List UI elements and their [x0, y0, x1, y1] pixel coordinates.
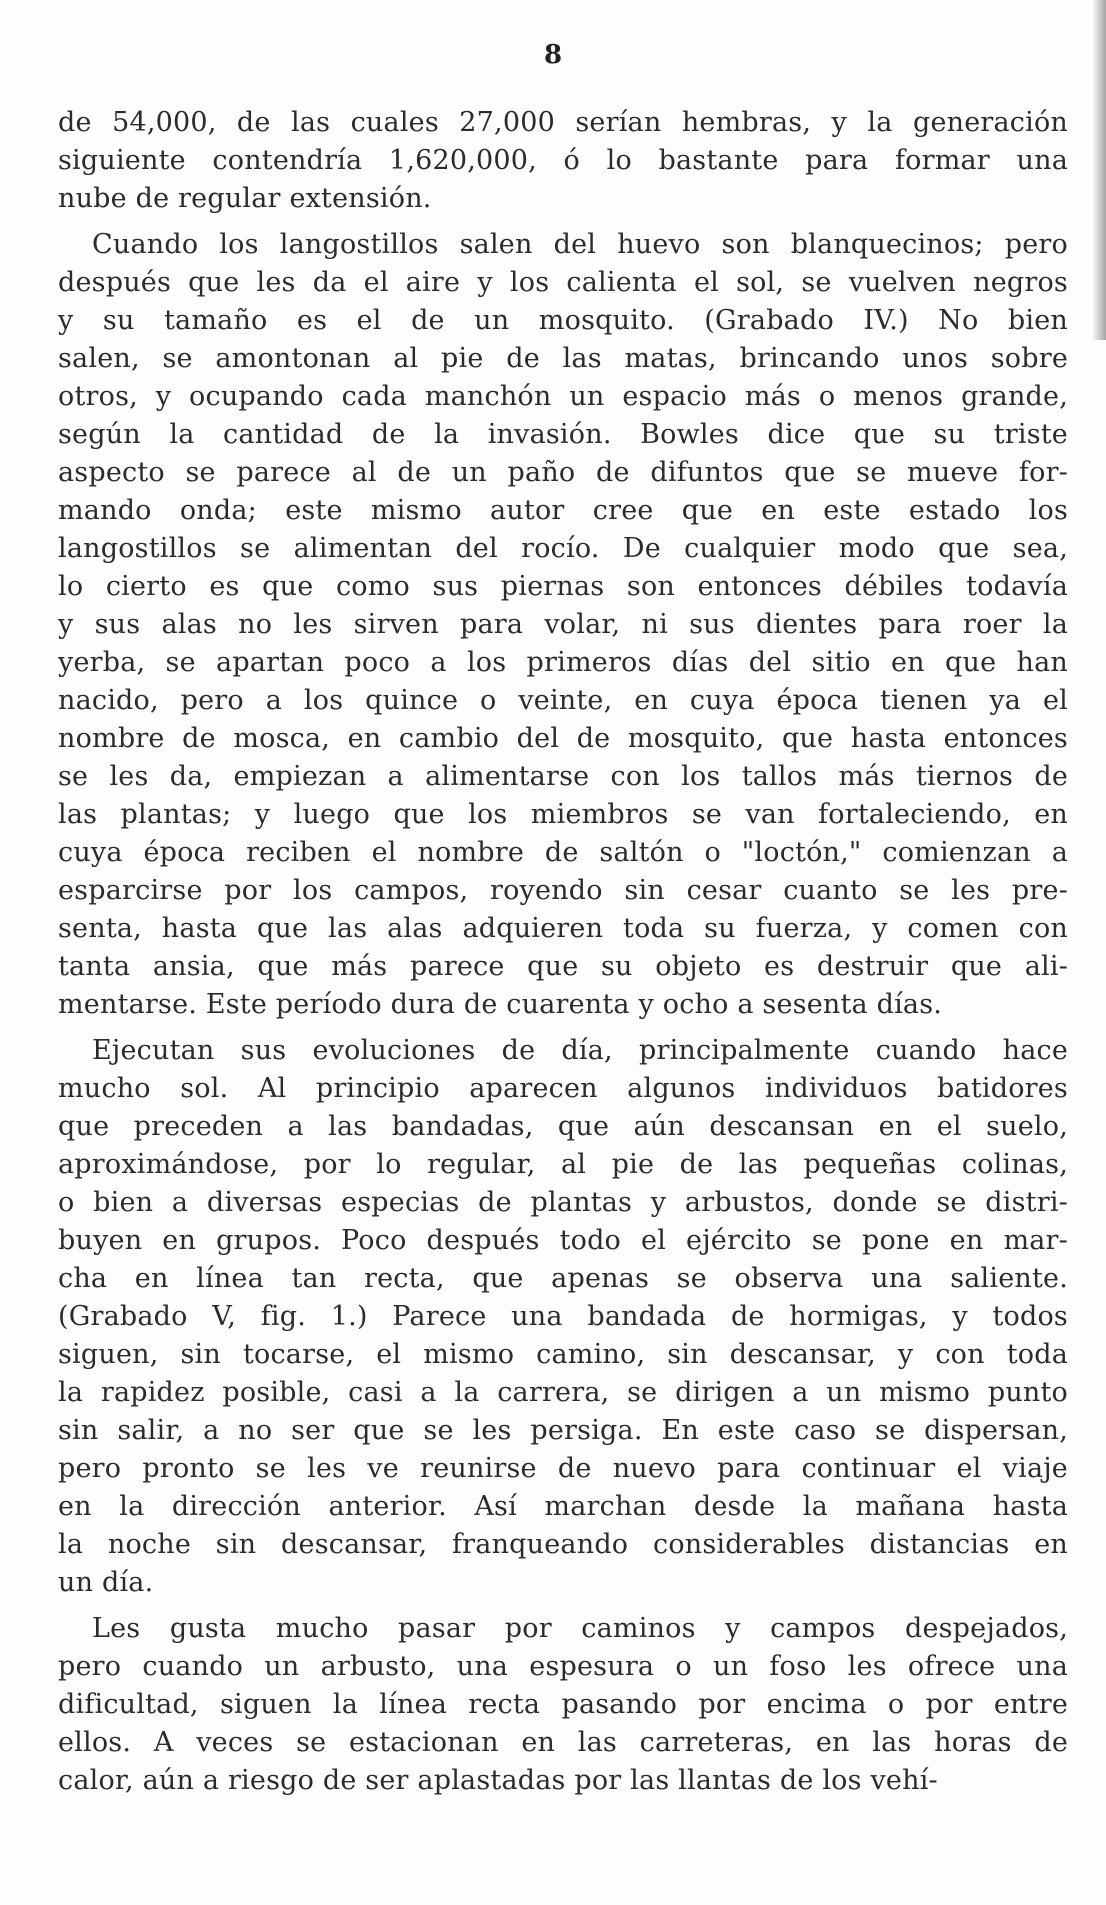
- text-line: después que les da el aire y los calienta el sol, se vuelven negros: [58, 267, 1068, 298]
- text-line: en la dirección anterior. Así marchan desde la mañana hasta: [58, 1491, 1068, 1522]
- text-line: pero pronto se les ve reunirse de nuevo para continuar el viaje: [58, 1453, 1068, 1484]
- paragraph-gap: [58, 218, 1068, 226]
- paragraph: [58, 1610, 1068, 1800]
- body-text: [58, 104, 1068, 1800]
- text-line: Les gusta mucho pasar por caminos y campos despejados,: [92, 1613, 1068, 1644]
- text-line: siguiente contendría 1,620,000, ó lo bastante para formar una: [58, 145, 1068, 176]
- paragraph: [58, 226, 1068, 1024]
- text-line: mando onda; este mismo autor cree que en este estado los: [58, 495, 1068, 526]
- text-line: langostillos se alimentan del rocío. De cualquier modo que sea,: [58, 533, 1068, 564]
- text-line: sin salir, a no ser que se les persiga. En este caso se dispersan,: [58, 1415, 1068, 1446]
- text-line: y sus alas no les sirven para volar, ni sus dientes para roer la: [58, 609, 1068, 640]
- text-line: lo cierto es que como sus piernas son entonces débiles todavía: [58, 571, 1068, 602]
- text-line: o bien a diversas especias de plantas y arbustos, donde se distri-: [58, 1187, 1068, 1218]
- text-line: tanta ansia, que más parece que su objeto es destruir que ali-: [58, 951, 1068, 982]
- paragraph: [58, 104, 1068, 218]
- text-line: siguen, sin tocarse, el mismo camino, sin descansar, y con toda: [58, 1339, 1068, 1370]
- text-line: aspecto se parece al de un paño de difuntos que se mueve for-: [58, 457, 1068, 488]
- text-line: las plantas; y luego que los miembros se van fortaleciendo, en: [58, 799, 1068, 830]
- text-line: esparcirse por los campos, royendo sin cesar cuanto se les pre-: [58, 875, 1068, 906]
- text-line: aproximándose, por lo regular, al pie de las pequeñas colinas,: [58, 1149, 1068, 1180]
- page-number: 8: [543, 40, 563, 70]
- text-line: yerba, se apartan poco a los primeros días del sitio en que han: [58, 647, 1068, 678]
- text-line: mentarse. Este período dura de cuarenta y ocho a sesenta días.: [58, 989, 943, 1020]
- text-line: senta, hasta que las alas adquieren toda su fuerza, y comen con: [58, 913, 1068, 944]
- text-line: mucho sol. Al principio aparecen algunos individuos batidores: [58, 1073, 1068, 1104]
- paragraph: [58, 1032, 1068, 1602]
- text-line: un día.: [58, 1567, 154, 1598]
- text-line: cha en línea tan recta, que apenas se observa una saliente.: [58, 1263, 1068, 1294]
- text-line: de 54,000, de las cuales 27,000 serían hembras, y la generación: [58, 107, 1068, 138]
- text-line: según la cantidad de la invasión. Bowles dice que su triste: [58, 419, 1068, 450]
- text-line: dificultad, siguen la línea recta pasando por encima o por entre: [58, 1689, 1068, 1720]
- text-line: y su tamaño es el de un mosquito. (Grabado IV.) No bien: [58, 305, 1068, 336]
- text-line: calor, aún a riesgo de ser aplastadas por las llantas de los vehí-: [58, 1765, 938, 1796]
- text-line: pero cuando un arbusto, una espesura o un foso les ofrece una: [58, 1651, 1068, 1682]
- text-line: Ejecutan sus evoluciones de día, principalmente cuando hace: [92, 1035, 1068, 1066]
- paragraph-gap: [58, 1024, 1068, 1032]
- text-line: nacido, pero a los quince o veinte, en cuya época tienen ya el: [58, 685, 1068, 716]
- text-line: la rapidez posible, casi a la carrera, se dirigen a un mismo punto: [58, 1377, 1068, 1408]
- text-line: cuya época reciben el nombre de saltón o "loctón," comienzan a: [58, 837, 1068, 868]
- paragraph-gap: [58, 1602, 1068, 1610]
- text-line: otros, y ocupando cada manchón un espacio más o menos grande,: [58, 381, 1068, 412]
- text-line: la noche sin descansar, franqueando considerables distancias en: [58, 1529, 1068, 1560]
- text-line: ellos. A veces se estacionan en las carreteras, en las horas de: [58, 1727, 1068, 1758]
- text-line: salen, se amontonan al pie de las matas, brincando unos sobre: [58, 343, 1068, 374]
- text-line: nube de regular extensión.: [58, 183, 432, 214]
- text-line: se les da, empiezan a alimentarse con los tallos más tiernos de: [58, 761, 1068, 792]
- text-line: (Grabado V, fig. 1.) Parece una bandada de hormigas, y todos: [58, 1301, 1068, 1332]
- text-line: buyen en grupos. Poco después todo el ejército se pone en mar-: [58, 1225, 1068, 1256]
- text-line: que preceden a las bandadas, que aún descansan en el suelo,: [58, 1111, 1068, 1142]
- text-line: Cuando los langostillos salen del huevo son blanquecinos; pero: [92, 229, 1068, 260]
- text-line: nombre de mosca, en cambio del de mosquito, que hasta entonces: [58, 723, 1068, 754]
